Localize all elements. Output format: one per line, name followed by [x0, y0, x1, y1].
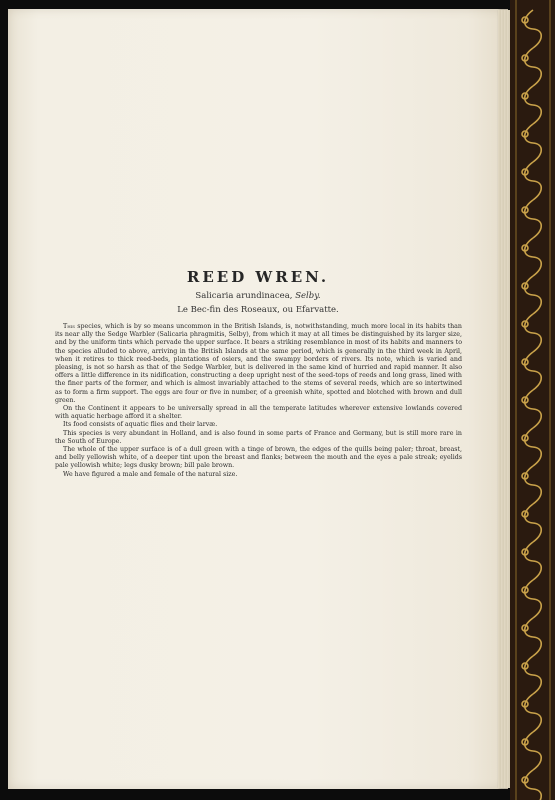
latin-author: Selby. [295, 291, 321, 301]
paragraph [55, 421, 462, 429]
paragraph-text: The whole of the upper surface is of a dull green with a tinge of brown, the edges of the quills being paler; throat, breast, and belly yellowish white, of a deeper tint upon the breast and flanks; between the mouth and the eyes a pale streak; eyelids pale yellowish white; legs dusky brown; bill pale brown. [55, 446, 462, 470]
paragraph [55, 430, 462, 446]
paragraph-text: On the Continent it appears to be universally spread in all the temperate latitudes wherever extensive lowlands covered with aquatic herbage afford it a shelter. [55, 405, 462, 421]
paragraph-text: This species is very abundant in Holland, and is also found in some parts of France and Germany, but is still more rare in the South of Europe. [55, 429, 462, 445]
paragraph [55, 323, 462, 405]
decorative-cover-border [510, 0, 555, 800]
paragraph [55, 405, 462, 421]
paragraph-text: We have figured a male and female of the natural size. [63, 470, 238, 478]
french-name: Le Bec-fin des Roseaux, ou Efarvatte. [177, 305, 339, 315]
paragraph-text: species, which is by so means uncommon in the British Islands, is, notwithstanding, much more local in its habits than its near ally the Sedge Warbler (Salicaria phragmitis, Selby), from which it may at all times be distinguished by its larger size, and by the uniform tints which pervade the upper surface. It bears a striking resemblance in most of its habits and manners to the species alluded to above, arriving in the British Islands at the same period, which is generally in the third week in April, when it retires to thick reed-beds, plantations of osiers, and the swampy borders of rivers. Its note, which is varied and pleasing, is not so harsh as that of the Sedge Warbler, but is delivered in the same kind of hurried and rapid manner. It also offers a little difference in its nidification, constructing a deep upright nest of the seed-tops of reeds and long grass, lined with the finer parts of the former, and which is almost invariably attached to the stems of several reeds, which are so intertwined as to form a firm support. The eggs are four or five in number, of a greenish white, spotted and blotched with brown and dull green. [55, 323, 462, 404]
latin-name-line [8, 291, 508, 301]
paragraph-text: Its food consists of aquatic flies and their larvæ. [63, 421, 218, 429]
description-text [55, 323, 462, 479]
latin-name: Salicaria arundinacea, [195, 291, 293, 301]
page-title: REED WREN. [186, 268, 330, 286]
paragraph-lead: This [63, 323, 76, 330]
paragraph [55, 446, 462, 471]
gilt-scroll-ornament [510, 0, 555, 800]
book-page [8, 9, 508, 789]
paragraph [55, 471, 462, 479]
